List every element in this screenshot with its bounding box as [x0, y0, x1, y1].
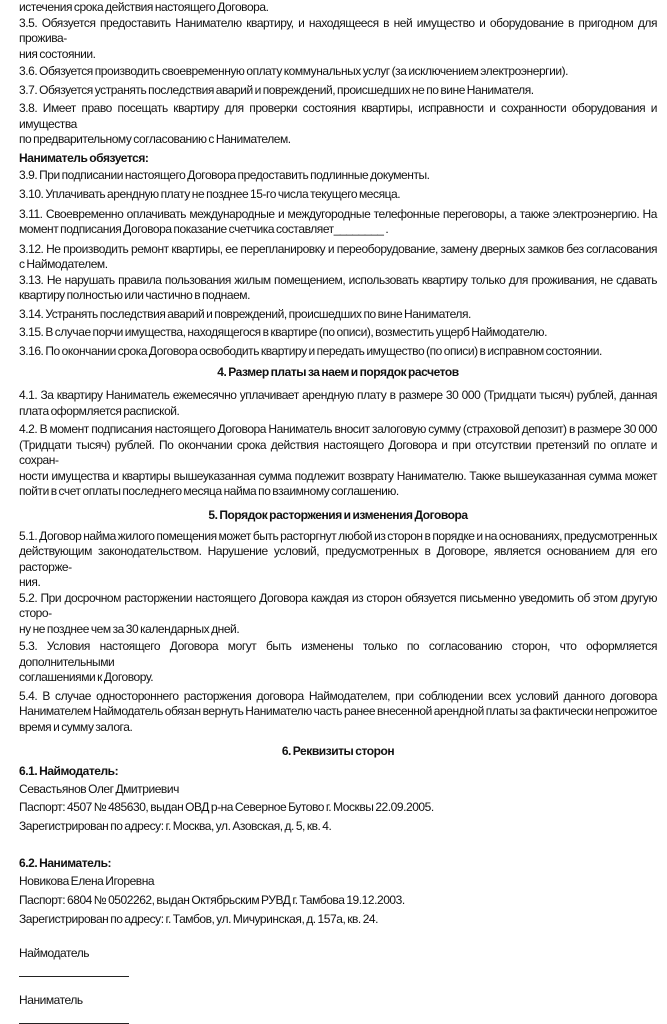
section-5-title: 5. Порядок расторжения и изменения Договора: [208, 507, 468, 522]
clause-4-2: 4.2. В момент подписания настоящего Договора Наниматель вносит залоговую сумму (страховой депозит) в размере 30 000 (Тридцати тысяч) рублей. По окончании срока действия настоящего Договора и при отсутствии претензий по оплате и сохран- ности имущества и квартиры вышеуказанная сумма подлежит возврату Нанимателю. Также вышеуказанная сумма может пойти в счет оплаты последнего месяца найма по взаимному соглашению.: [19, 422, 657, 498]
clause-3-9: 3.9. При подписании настоящего Договора предоставить подлинные документы.: [19, 167, 430, 182]
landlord-address: Зарегистрирован по адресу: г. Москва, ул. Азовская, д. 5, кв. 4.: [19, 819, 332, 833]
clause-5-2: 5.2. При досрочном расторжении настоящего Договора каждая из сторон обязуется письменно уведомить об этом другую сторо- ну не позднее чем за 30 календарных дней.: [19, 590, 657, 636]
landlord-duties: [19, 16, 657, 148]
section-4-body: [19, 388, 657, 500]
clause-5-4: 5.4. В случае одностороннего расторжения договора Наймодателем, при соблюдении всех условий данного договора Нанимателем Наймодатель обязан вернуть Нанимателю часть ранее внесенной арендной платы за фактически непрожитое время и сумму залога.: [19, 688, 657, 734]
tenant-duties: [19, 168, 657, 360]
landlord-signature-label: Наймодатель: [19, 946, 90, 960]
tenant-heading: 6.2. Наниматель:: [19, 856, 112, 870]
landlord-passport: Паспорт: 4507 № 485630, выдан ОВД р-на Северное Бутово г. Москвы 22.09.2005.: [19, 800, 434, 814]
tenant-passport: Паспорт: 6804 № 0502262, выдан Октябрьским РУВД г. Тамбова 19.12.2003.: [19, 893, 405, 907]
tenant-details: [19, 856, 657, 927]
clause-3-8: 3.8. Имеет право посещать квартиру для проверки состояния квартиры, исправности и сохранности оборудования и имущества по предварительному согласованию с Нанимателем.: [19, 101, 657, 146]
clause-3-15: 3.15. В случае порчи имущества, находящегося в квартире (по описи), возместить ущерб Наймодателю.: [19, 325, 547, 339]
tenant-address: Зарегистрирован по адресу: г. Тамбов, ул. Мичуринская, д. 157а, кв. 24.: [19, 912, 379, 926]
clause-3-5: 3.5. Обязуется предоставить Нанимателю квартиру, и находящееся в ней имущество и оборудование в пригодном для прожива- ния состоянии.: [19, 15, 657, 61]
clause-5-3: 5.3. Условия настоящего Договора могут быть изменены только по согласованию сторон, что оформляется дополнительными соглашениями к Договору.: [19, 639, 657, 684]
clause-3-14: 3.14. Устранять последствия аварий и повреждений, происшедших по вине Нанимателя.: [19, 306, 471, 321]
landlord-heading: 6.1. Наймодатель:: [19, 764, 119, 778]
clause-3-11: 3.11. Своевременно оплачивать международные и междугородные телефонные переговоры, а также электроэнергию. На момент подписания Договора показание счетчика составляет________ .: [19, 206, 657, 236]
clause-3-10: 3.10. Уплачивать арендную плату не позднее 15-го числа текущего месяца.: [19, 187, 401, 201]
clause-3-16: 3.16. По окончании срока Договора освободить квартиру и передать имущество (по описи) в исправном состоянии.: [19, 343, 602, 358]
clause-3-13: 3.13. Не нарушать правила пользования жилым помещением, использовать квартиру только для проживания, не сдавать квартиру полностью или частично в поднаем.: [19, 272, 657, 302]
section-5-body: [19, 529, 657, 736]
clause-5-1: 5.1. Договор найма жилого помещения может быть расторгнут любой из сторон в порядке и на основаниях, предусмотренных действующим законодательством. Нарушение условий, предусмотренных в Договоре, является основанием для его расторже- ния.: [19, 528, 657, 589]
landlord-details: [19, 764, 657, 834]
section-6-title: 6. Реквизиты сторон: [281, 744, 395, 758]
landlord-signature-line: [19, 976, 129, 977]
clause-3-12: 3.12. Не производить ремонт квартиры, ее перепланировку и переоборудование, замену дверных замков без согласования с Наймодателем.: [19, 241, 657, 271]
landlord-signature-block: [19, 946, 657, 977]
continuation-line: истечения срока действия настоящего Договора.: [19, 0, 269, 14]
tenant-signature-label: Наниматель: [19, 993, 83, 1007]
tenant-signature-block: [19, 993, 657, 1024]
clause-3-6: 3.6. Обязуется производить своевременную оплату коммунальных услуг (за исключением электроэнергии).: [19, 64, 569, 78]
clause-3-7: 3.7. Обязуется устранять последствия аварий и повреждений, происшедших не по вине Нанимателя.: [19, 82, 534, 97]
clause-4-1: 4.1. За квартиру Наниматель ежемесячно уплачивает арендную плату в размере 30 000 (Тридцати тысяч) рублей, данная плата оформляется распиской.: [19, 388, 657, 418]
landlord-name: Севастьянов Олег Дмитриевич: [19, 782, 179, 796]
tenant-name: Новикова Елена Игоревна: [19, 874, 155, 888]
section-4-title: 4. Размер платы за наем и порядок расчетов: [217, 365, 459, 379]
tenant-duties-heading: Наниматель обязуется:: [19, 150, 149, 165]
